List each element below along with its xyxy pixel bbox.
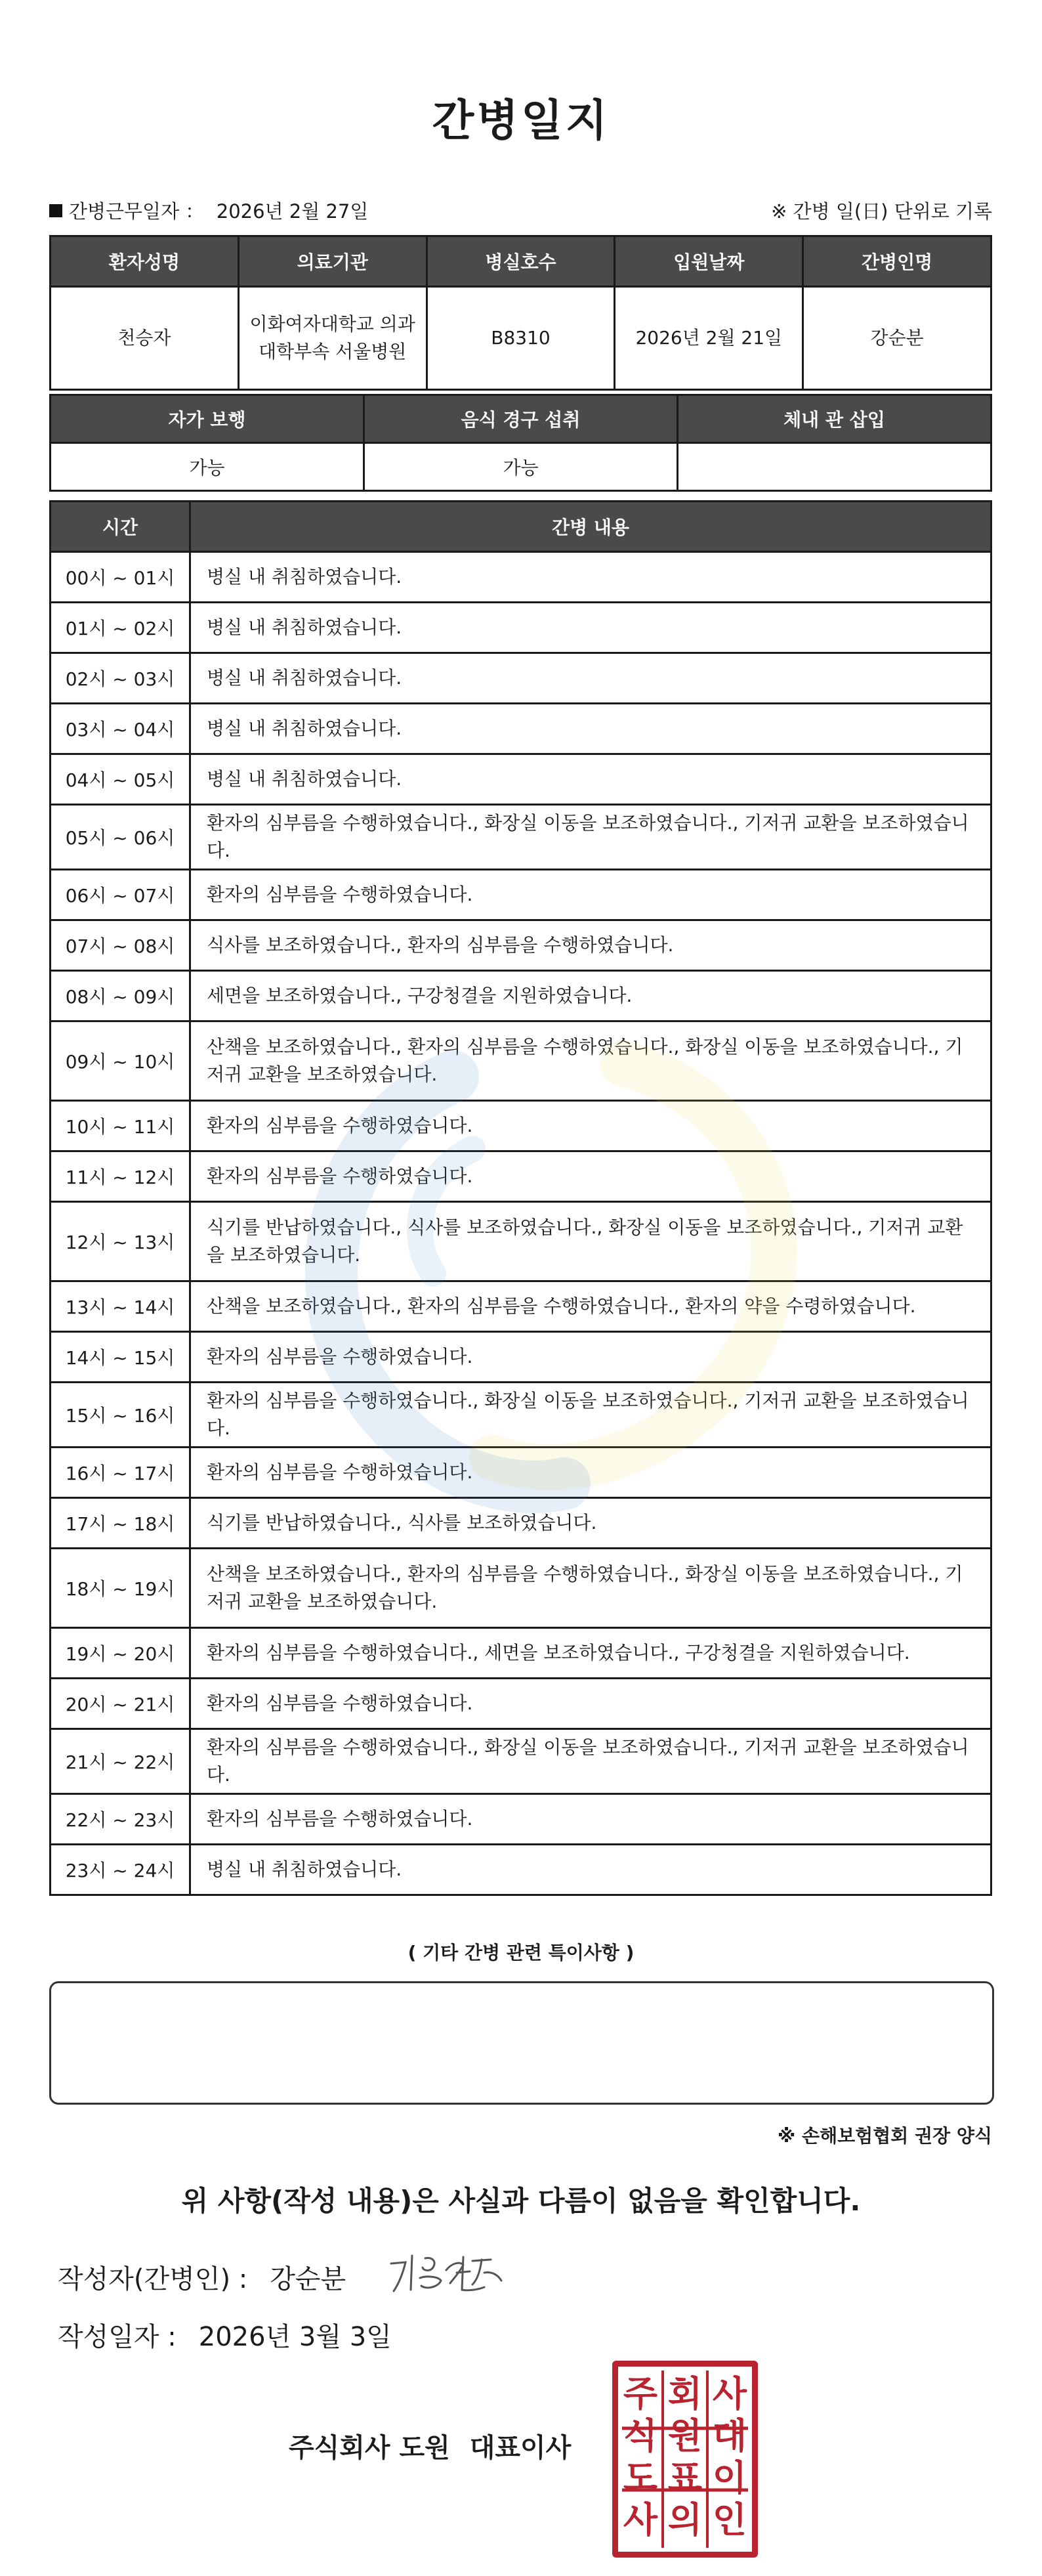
table-row (51, 1202, 991, 1281)
care-content: 환자의 심부름을 수행하였습니다. (190, 1679, 991, 1729)
hour-range: 13시 ~ 14시 (51, 1281, 190, 1332)
table-row (51, 653, 991, 704)
hour-range: 05시 ~ 06시 (51, 805, 190, 870)
table-row (51, 1498, 991, 1549)
care-content: 병실 내 취침하였습니다. (190, 1845, 991, 1895)
hour-range: 02시 ~ 03시 (51, 653, 190, 704)
hour-range: 21시 ~ 22시 (51, 1729, 190, 1794)
seal-char: 원 (667, 2415, 703, 2457)
care-content: 환자의 심부름을 수행하였습니다., 화장실 이동을 보조하였습니다., 기저귀 교환을 보조하였습니다. (190, 805, 991, 870)
care-content: 환자의 심부름을 수행하였습니다. (190, 1448, 991, 1498)
hour-range: 12시 ~ 13시 (51, 1202, 190, 1281)
table-row (51, 971, 991, 1021)
company-name: 주식회사 도원 (289, 2433, 450, 2463)
seal-char: 표 (667, 2457, 703, 2499)
care-content: 산책을 보조하였습니다., 환자의 심부름을 수행하였습니다., 환자의 약을 수령하였습니다. (190, 1281, 991, 1332)
association-note: ※ 손해보험협회 권장 양식 (778, 2125, 992, 2147)
care-content: 환자의 심부름을 수행하였습니다. (190, 1151, 991, 1202)
table-row (51, 704, 991, 754)
care-content: 식기를 반납하였습니다., 식사를 보조하였습니다., 화장실 이동을 보조하였습니다., 기저귀 교환을 보조하였습니다. (190, 1202, 991, 1281)
hour-range: 22시 ~ 23시 (51, 1794, 190, 1845)
hour-range: 20시 ~ 21시 (51, 1679, 190, 1729)
header-oral-intake: 음식 경구 섭취 (364, 395, 678, 443)
care-content: 식기를 반납하였습니다., 식사를 보조하였습니다. (190, 1498, 991, 1549)
header-room-number: 병실호수 (427, 236, 615, 287)
work-date-value: 2026년 2월 27일 (216, 200, 369, 223)
handwritten-signature-icon (386, 2244, 517, 2303)
care-content: 환자의 심부름을 수행하였습니다., 화장실 이동을 보조하였습니다., 기저귀 교환을 보조하였습니다. (190, 1729, 991, 1794)
table-row (51, 754, 991, 805)
seal-char: 회 (667, 2373, 703, 2415)
hour-range: 04시 ~ 05시 (51, 754, 190, 805)
seal-char: 인 (712, 2499, 747, 2541)
seal-char: 사 (712, 2373, 747, 2415)
work-date-label: 간병근무일자 ： (69, 200, 205, 223)
care-content: 병실 내 취침하였습니다. (190, 552, 991, 603)
care-content: 환자의 심부름을 수행하였습니다. (190, 1101, 991, 1151)
header-time: 시간 (51, 502, 190, 552)
table-row (51, 1448, 991, 1498)
hour-range: 10시 ~ 11시 (51, 1101, 190, 1151)
caregiver-name: 강순분 (803, 287, 991, 390)
patient-name: 천승자 (51, 287, 239, 390)
hour-range: 19시 ~ 20시 (51, 1628, 190, 1679)
document-title: 간병일지 (432, 95, 610, 146)
writer-name: 강순분 (270, 2264, 346, 2294)
care-content: 병실 내 취침하였습니다. (190, 653, 991, 704)
writer-label: 작성자(간병인) : (58, 2264, 248, 2294)
care-content: 식사를 보조하였습니다., 환자의 심부름을 수행하였습니다. (190, 920, 991, 971)
seal-glyphs (618, 2367, 752, 2552)
table-row (51, 920, 991, 971)
hour-range: 00시 ~ 01시 (51, 552, 190, 603)
hour-range: 08시 ~ 09시 (51, 971, 190, 1021)
hospital-name: 이화여자대학교 의과대학부속 서울병원 (238, 287, 427, 390)
table-row (51, 1383, 991, 1448)
confirmation-statement: 위 사항(작성 내용)은 사실과 다름이 없음을 확인합니다. (181, 2185, 861, 2217)
header-self-walking: 자가 보행 (51, 395, 364, 443)
hour-range: 09시 ~ 10시 (51, 1021, 190, 1101)
company-seal-icon (612, 2361, 758, 2558)
header-hospital: 의료기관 (238, 236, 427, 287)
hour-range: 06시 ~ 07시 (51, 870, 190, 920)
table-row (51, 1332, 991, 1383)
seal-char: 대 (712, 2415, 747, 2457)
written-date-line (58, 2316, 392, 2353)
meta-row (49, 197, 992, 226)
header-tube-insertion: 체내 관 삽입 (678, 395, 991, 443)
hour-range: 03시 ~ 04시 (51, 704, 190, 754)
hour-range: 07시 ~ 08시 (51, 920, 190, 971)
company-line (289, 2427, 571, 2464)
ability-table (49, 394, 992, 492)
hour-range: 23시 ~ 24시 (51, 1845, 190, 1895)
hour-range: 18시 ~ 19시 (51, 1549, 190, 1628)
table-row (51, 1151, 991, 1202)
notes-title: ( 기타 간병 관련 특이사항 ) (407, 1942, 635, 1964)
notes-box (49, 1981, 994, 2105)
care-content: 산책을 보조하였습니다., 환자의 심부름을 수행하였습니다., 화장실 이동을 보조하였습니다., 기저귀 교환을 보조하였습니다. (190, 1549, 991, 1628)
table-row (51, 870, 991, 920)
table-row (51, 603, 991, 653)
seal-char: 주 (623, 2373, 658, 2415)
care-content: 환자의 심부름을 수행하였습니다. (190, 1794, 991, 1845)
oral-intake-value: 가능 (364, 443, 678, 491)
care-content: 환자의 심부름을 수행하였습니다., 세면을 보조하였습니다., 구강청결을 지원하였습니다. (190, 1628, 991, 1679)
header-admission-date: 입원날짜 (615, 236, 803, 287)
header-patient-name: 환자성명 (51, 236, 239, 287)
care-content: 병실 내 취침하였습니다. (190, 704, 991, 754)
self-walking-value: 가능 (51, 443, 364, 491)
hour-range: 11시 ~ 12시 (51, 1151, 190, 1202)
table-row (51, 1628, 991, 1679)
care-content: 병실 내 취침하였습니다. (190, 754, 991, 805)
seal-char: 이 (712, 2457, 747, 2499)
care-content: 환자의 심부름을 수행하였습니다., 화장실 이동을 보조하였습니다., 기저귀 교환을 보조하였습니다. (190, 1383, 991, 1448)
care-content: 세면을 보조하였습니다., 구강청결을 지원하였습니다. (190, 971, 991, 1021)
tube-insertion-value (678, 443, 991, 491)
admission-date: 2026년 2월 21일 (615, 287, 803, 390)
care-content: 병실 내 취침하였습니다. (190, 603, 991, 653)
table-row (51, 1549, 991, 1628)
writer-line (58, 2258, 346, 2296)
patient-info-table (49, 235, 992, 391)
table-row (51, 1679, 991, 1729)
care-content: 환자의 심부름을 수행하였습니다. (190, 870, 991, 920)
table-row (51, 1021, 991, 1101)
written-date-label: 작성일자 : (58, 2322, 177, 2352)
hour-range: 14시 ~ 15시 (51, 1332, 190, 1383)
work-date (49, 197, 368, 224)
hourly-care-table (49, 500, 992, 1896)
table-row (51, 1281, 991, 1332)
seal-char: 도 (623, 2457, 658, 2499)
table-row (51, 1729, 991, 1794)
notes-text (51, 1983, 992, 2004)
representative-title: 대표이사 (469, 2433, 572, 2463)
care-content: 산책을 보조하였습니다., 환자의 심부름을 수행하였습니다., 화장실 이동을 보조하였습니다., 기저귀 교환을 보조하였습니다. (190, 1021, 991, 1101)
table-row (51, 552, 991, 603)
seal-char: 사 (623, 2499, 658, 2541)
hour-range: 01시 ~ 02시 (51, 603, 190, 653)
header-caregiver-name: 간병인명 (803, 236, 991, 287)
hour-range: 15시 ~ 16시 (51, 1383, 190, 1448)
table-row (51, 1101, 991, 1151)
hour-range: 17시 ~ 18시 (51, 1498, 190, 1549)
table-row (51, 1794, 991, 1845)
written-date-value: 2026년 3월 3일 (198, 2322, 392, 2352)
svg-text:주회사식원대도표이사의인 (623, 2373, 747, 2541)
black-square-icon (49, 204, 62, 217)
header-care-content: 간병 내용 (190, 502, 991, 552)
table-row (51, 805, 991, 870)
room-number: B8310 (427, 287, 615, 390)
seal-char: 식 (623, 2415, 658, 2457)
unit-note: ※ 간병 일(日) 단위로 기록 (771, 200, 992, 223)
care-content: 환자의 심부름을 수행하였습니다. (190, 1332, 991, 1383)
hourly-rows (51, 552, 991, 1895)
seal-char: 의 (667, 2499, 703, 2541)
table-row (51, 1845, 991, 1895)
hour-range: 16시 ~ 17시 (51, 1448, 190, 1498)
